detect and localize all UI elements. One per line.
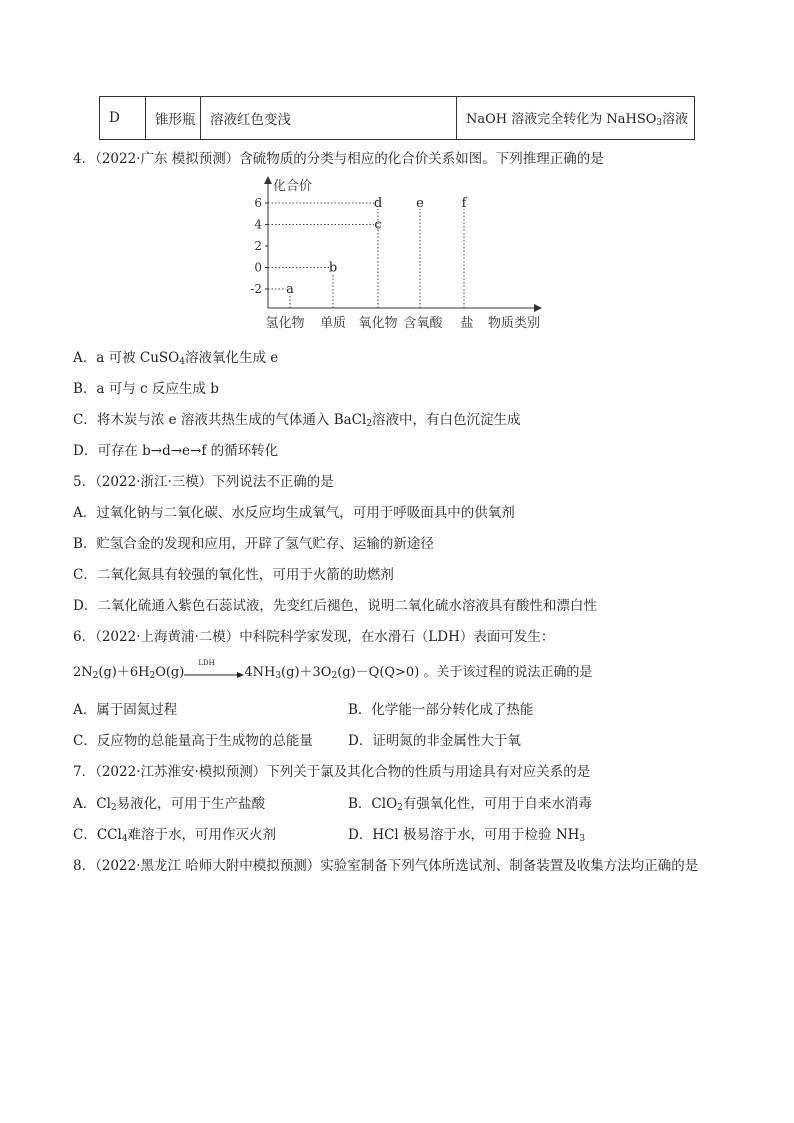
q7-option-c: C．CCl$_4$难溶于水，可用作灭火剂 <box>73 827 277 844</box>
q5-option-d: D．二氧化硫通入紫色石蕊试液，先变红后褪色，说明二氧化硫水溶液具有酸性和漂白性 <box>73 598 597 614</box>
q6-option-b: B．化学能一部分转化成了热能 <box>348 702 534 718</box>
x-category-label: 氢化物 <box>265 316 305 331</box>
q5-option-c: C．二氧化氮具有较强的氧化性，可用于火箭的助燃剂 <box>73 567 394 583</box>
point-label-c: c <box>374 217 382 233</box>
y-axis-label: 化合价 <box>273 179 313 194</box>
table-cell-conclusion: NaOH 溶液完全转化为 NaHSO$_3$溶液 <box>457 97 695 140</box>
table-cell-phenomenon: 溶液红色变浅 <box>201 97 457 140</box>
x-category-label: 盐 <box>460 316 474 331</box>
q6-equation: $2N_2(g)+6H_2O(g)$ LDH $4NH_3(g)+3O_2(g)-Q(Q>0)$ 。关于该过程的说法正确的是 <box>73 658 593 681</box>
q6-option-a: A．属于固氮过程 <box>73 702 178 718</box>
q7-option-b: B．ClO$_2$有强氧化性，可用于自来水消毒 <box>348 796 592 813</box>
point-label-f: f <box>461 196 467 211</box>
q7-option-d: D．HCl 极易溶于水，可用于检验 $NH_3$ <box>348 827 586 844</box>
table-row <box>100 97 695 140</box>
q4-option-c: C．将木炭与浓 e 溶液共热生成的气体通入 BaCl$_2$溶液中，有白色沉淀生成 <box>73 412 521 429</box>
y-tick-label: 4 <box>254 217 262 232</box>
q8-stem: 8．（2022·黑龙江 哈师大附中模拟预测）实验室制备下列气体所选试剂、制备装置及收集方法均正确的是 <box>73 858 699 874</box>
q4-stem: 4．（2022·广东 模拟预测）含硫物质的分类与相应的化合价关系如图。下列推理正确的是 <box>73 151 604 167</box>
table-cell-option: D <box>100 97 146 140</box>
q5-stem: 5．（2022·浙江·三模）下列说法不正确的是 <box>73 474 334 490</box>
q6-option-c: C．反应物的总能量高于生成物的总能量 <box>73 733 313 749</box>
q7-stem: 7．（2022·江苏淮安·模拟预测）下列关于氯及其化合物的性质与用途具有对应关系的是 <box>73 764 591 780</box>
q4-option-d: D．可存在 b→d→e→f 的循环转化 <box>73 443 279 459</box>
q5-option-b: B．贮氢合金的发现和应用，开辟了氢气贮存、运输的新途径 <box>73 536 434 552</box>
y-tick-label: 6 <box>254 196 262 210</box>
q5-option-a: A．过氧化钠与二氧化碳、水反应均生成氧气，可用于呼吸面具中的供氧剂 <box>73 505 515 521</box>
y-tick-label: -2 <box>250 282 262 296</box>
x-category-label: 含氧酸 <box>403 316 443 331</box>
point-label-e: e <box>416 196 424 211</box>
q6-stem: 6．（2022·上海黄浦·二模）中科院科学家发现，在水滑石（LDH）表面可发生： <box>73 629 555 645</box>
q7-option-a: A．$Cl_2$易液化，可用于生产盐酸 <box>73 796 266 813</box>
q6-option-d: D．证明氮的非金属性大于氧 <box>348 733 521 749</box>
answer-table <box>99 96 695 140</box>
point-label-d: d <box>373 196 383 211</box>
x-category-label: 单质 <box>319 316 347 331</box>
q4-option-a: A．a 可被 CuSO$_4$溶液氧化生成 e <box>73 350 279 367</box>
reaction-arrow: LDH <box>184 666 244 680</box>
x-axis-label: 物质类别 <box>488 316 541 331</box>
table-cell-apparatus: 锥形瓶 <box>146 97 201 140</box>
y-tick-label: 2 <box>254 239 262 253</box>
valence-chart <box>240 172 550 334</box>
y-tick-label: 0 <box>254 260 262 275</box>
point-label-a: a <box>286 282 294 297</box>
x-category-label: 氧化物 <box>358 316 398 331</box>
point-label-b: b <box>328 260 338 276</box>
q4-option-b: B．a 可与 c 反应生成 b <box>73 381 219 397</box>
